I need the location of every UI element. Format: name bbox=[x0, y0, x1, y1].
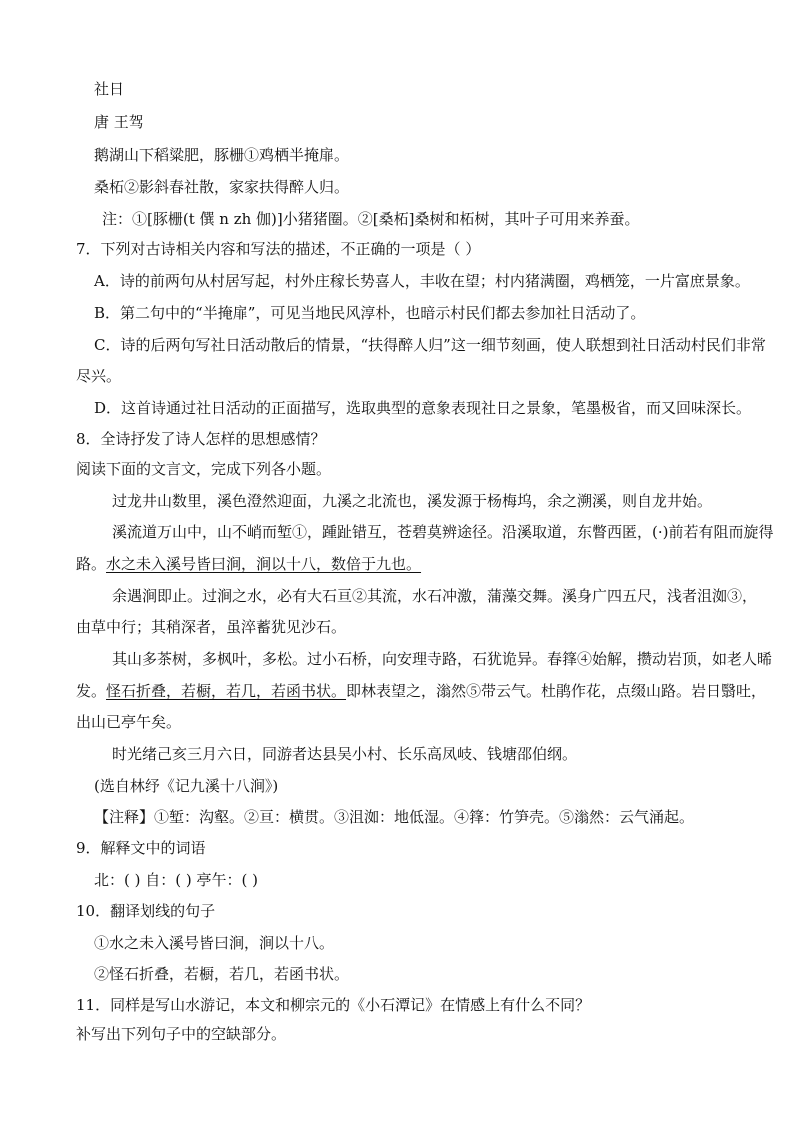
passage-paragraph-5: 时光绪己亥三月六日，同游者达县吴小村、长乐高凤岐、钱塘邵伯纲。 bbox=[112, 745, 578, 763]
q7-option-c: C．诗的后两句写社日活动散后的情景，“扶得醉人归”这一细节刻画，使人联想到社日活动村民们非常 bbox=[94, 336, 766, 354]
text-segment: 路。 bbox=[76, 555, 107, 573]
poem-author: 唐 王驾 bbox=[94, 113, 144, 131]
text-segment: 发。 bbox=[76, 682, 107, 700]
q10-stem: 10．翻译划线的句子 bbox=[76, 902, 216, 920]
reading-intro: 阅读下面的文言文，完成下列各小题。 bbox=[76, 460, 332, 478]
passage-paragraph-3-cont: 由草中行；其稍深者，虽淬蓄犹见沙石。 bbox=[76, 618, 347, 636]
poem-title: 社日 bbox=[94, 80, 125, 98]
q10-sentence-1: ①水之未入溪号皆曰涧，涧以十八。 bbox=[94, 934, 335, 952]
passage-source: (选自林纾《记九溪十八涧》) bbox=[94, 777, 279, 795]
text-segment: 即林表望之，滃然⑤带云气。杜鹃作花，点缀山路。岩日翳吐， bbox=[346, 682, 767, 700]
poem-line-1: 鹅湖山下稻粱肥，豚栅①鸡栖半掩扉。 bbox=[94, 146, 350, 164]
q7-option-a: A．诗的前两句从村居写起，村外庄稼长势喜人，丰收在望；村内猪满圈，鸡栖笼，一片富庶景象。 bbox=[94, 272, 750, 290]
underlined-sentence-2: 怪石折叠，若橱，若几，若函书状。 bbox=[106, 682, 347, 700]
passage-paragraph-4: 其山多茶树，多枫叶，多松。过小石桥，向安理寺路，石犹诡异。春箨④始解，攒动岩顶，如老人晞 bbox=[112, 650, 773, 668]
poem-line-2: 桑柘②影斜春社散，家家扶得醉人归。 bbox=[94, 178, 350, 196]
q7-option-c-cont: 尽兴。 bbox=[76, 367, 122, 385]
passage-paragraph-2: 溪流道万山中，山不峭而堑①，踵趾错互，苍碧莫辨途径。沿溪取道，东瞥西匿，(·)前若有阻而旋得 bbox=[112, 523, 774, 541]
poem-note: 注：①[豚栅(t 僎 n zh 伽)]小猪猪圈。②[桑柘]桑树和柘树，其叶子可用来养蚕。 bbox=[102, 210, 640, 228]
q8-stem: 8．全诗抒发了诗人怎样的思想感情？ bbox=[76, 430, 326, 448]
passage-paragraph-2-cont bbox=[76, 555, 421, 573]
q9-blanks: 北：( ) 自：( ) 亭午：( ) bbox=[94, 871, 258, 889]
q10-sentence-2: ②怪石折叠，若橱，若几，若函书状。 bbox=[94, 965, 350, 983]
fill-intro: 补写出下列句子中的空缺部分。 bbox=[76, 1025, 287, 1043]
q11-stem: 11．同样是写山水游记，本文和柳宗元的《小石潭记》在情感上有什么不同？ bbox=[76, 996, 591, 1014]
q7-option-b: B．第二句中的“半掩扉”，可见当地民风淳朴，也暗示村民们都去参加社日活动了。 bbox=[94, 304, 646, 322]
underlined-sentence-1: 水之未入溪号皆曰涧，涧以十八，数倍于九也。 bbox=[106, 555, 422, 573]
passage-notes: 【注释】①堑：沟壑。②亘：横贯。③沮洳：地低湿。④箨：竹笋壳。⑤滃然：云气涌起。 bbox=[94, 808, 695, 826]
passage-paragraph-4-end: 出山已亭午矣。 bbox=[76, 713, 182, 731]
q7-option-d: D．这首诗通过社日活动的正面描写，选取典型的意象表现社日之景象，笔墨极省，而又回味深长。 bbox=[94, 399, 752, 417]
passage-paragraph-3: 余遇涧即止。过涧之水，必有大石亘②其流，水石冲激，蒲藻交舞。溪身广四五尺，浅者沮洳③， bbox=[112, 587, 758, 605]
q9-stem: 9．解释文中的词语 bbox=[76, 839, 206, 857]
passage-paragraph-4-cont bbox=[76, 682, 766, 700]
q7-stem: 7．下列对古诗相关内容和写法的描述，不正确的一项是（ ） bbox=[76, 240, 481, 258]
passage-paragraph-1: 过龙井山数里，溪色澄然迎面，九溪之北流也，溪发源于杨梅坞，余之溯溪，则自龙井始。 bbox=[112, 492, 713, 510]
